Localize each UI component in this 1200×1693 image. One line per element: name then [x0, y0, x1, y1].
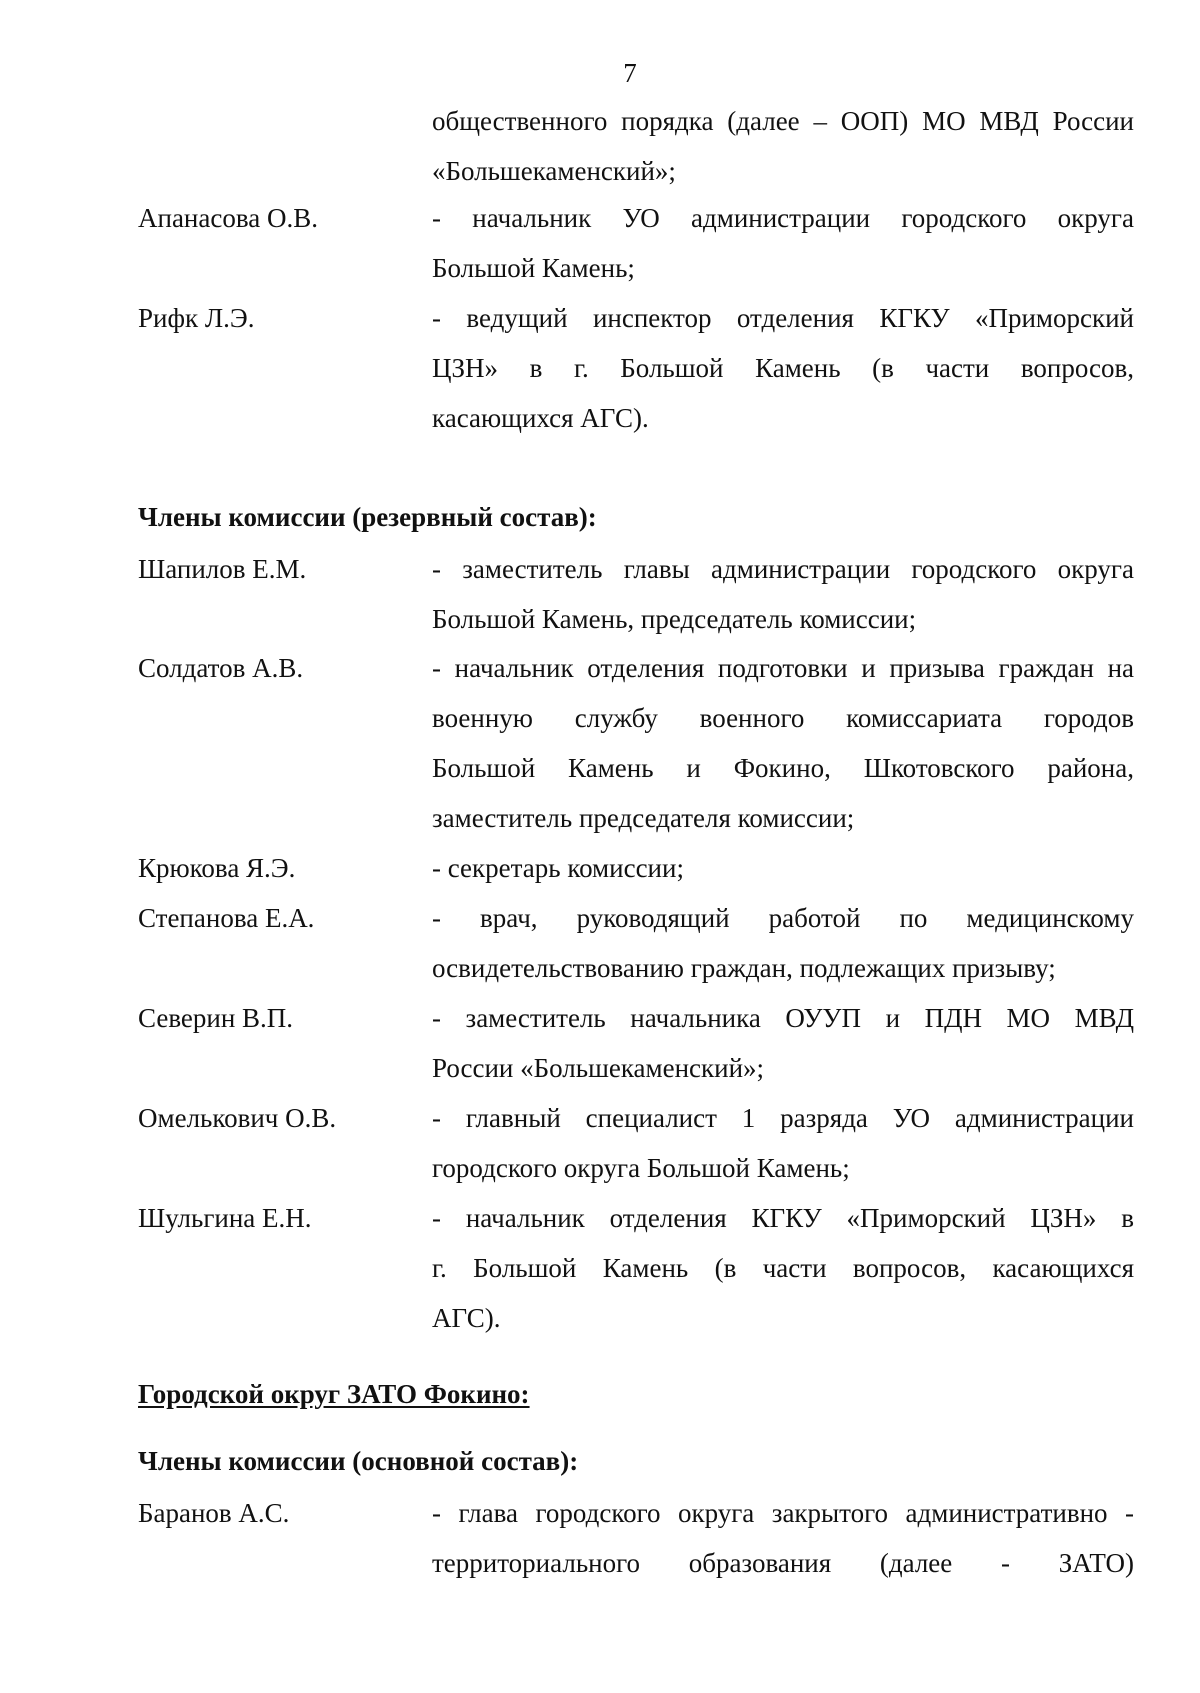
text-line: «Большекаменский»; [432, 156, 676, 186]
member-role [432, 193, 1134, 293]
text-line: Большой Камень, председатель комиссии; [432, 604, 917, 634]
section-heading-main: Члены комиссии (основной состав): [138, 1446, 579, 1476]
text-line: - ведущий инспектор отделения КГКУ «Приморский [432, 303, 1134, 333]
member-role [432, 843, 1134, 893]
member-name: Степанова Е.А. [138, 903, 315, 933]
text-line: России «Большекаменский»; [432, 1053, 765, 1083]
member-role [432, 1093, 1134, 1193]
text-line: г. Большой Камень (в части вопросов, касающихся [432, 1253, 1134, 1283]
text-line: - секретарь комиссии; [432, 853, 684, 883]
continuation-text [432, 96, 1134, 196]
member-role [432, 1488, 1134, 1588]
text-line: - начальник УО администрации городского округа [432, 203, 1134, 233]
text-line: АГС). [432, 1303, 501, 1333]
member-name: Шульгина Е.Н. [138, 1203, 312, 1233]
section-heading-reserve: Члены комиссии (резервный состав): [138, 502, 597, 532]
member-role [432, 643, 1134, 843]
member-name: Баранов А.С. [138, 1498, 290, 1528]
member-name: Северин В.П. [138, 1003, 294, 1033]
text-line: - глава городского округа закрытого административно - [432, 1498, 1134, 1528]
text-line: - заместитель начальника ОУУП и ПДН МО МВД [432, 1003, 1134, 1033]
member-name: Крюкова Я.Э. [138, 853, 296, 883]
text-line: касающихся АГС). [432, 403, 649, 433]
text-line: ЦЗН» в г. Большой Камень (в части вопросов, [432, 353, 1134, 383]
text-line: территориального образования (далее - ЗАТО) [432, 1548, 1134, 1578]
text-line: Большой Камень и Фокино, Шкотовского района, [432, 753, 1134, 783]
text-line: городского округа Большой Камень; [432, 1153, 850, 1183]
member-name: Солдатов А.В. [138, 653, 304, 683]
text-line: общественного порядка (далее – ООП) МО МВД России [432, 106, 1134, 136]
page-number: 7 [623, 58, 637, 88]
text-line: военную службу военного комиссариата городов [432, 703, 1134, 733]
member-role [432, 293, 1134, 443]
text-line: освидетельствованию граждан, подлежащих призыву; [432, 953, 1056, 983]
member-name: Шапилов Е.М. [138, 554, 307, 584]
text-line: - начальник отделения подготовки и призыва граждан на [432, 653, 1134, 683]
member-name: Рифк Л.Э. [138, 303, 255, 333]
text-line: - начальник отделения КГКУ «Приморский ЦЗН» в [432, 1203, 1134, 1233]
text-line: - врач, руководящий работой по медицинскому [432, 903, 1134, 933]
member-role [432, 893, 1134, 993]
text-line: - главный специалист 1 разряда УО администрации [432, 1103, 1134, 1133]
member-role [432, 993, 1134, 1093]
member-name: Апанасова О.В. [138, 203, 318, 233]
section-heading-district: Городской округ ЗАТО Фокино: [138, 1379, 530, 1409]
text-line: - заместитель главы администрации городского округа [432, 554, 1134, 584]
member-name: Омелькович О.В. [138, 1103, 337, 1133]
member-role [432, 544, 1134, 644]
text-line: заместитель председателя комиссии; [432, 803, 855, 833]
text-line: Большой Камень; [432, 253, 635, 283]
member-role [432, 1193, 1134, 1343]
